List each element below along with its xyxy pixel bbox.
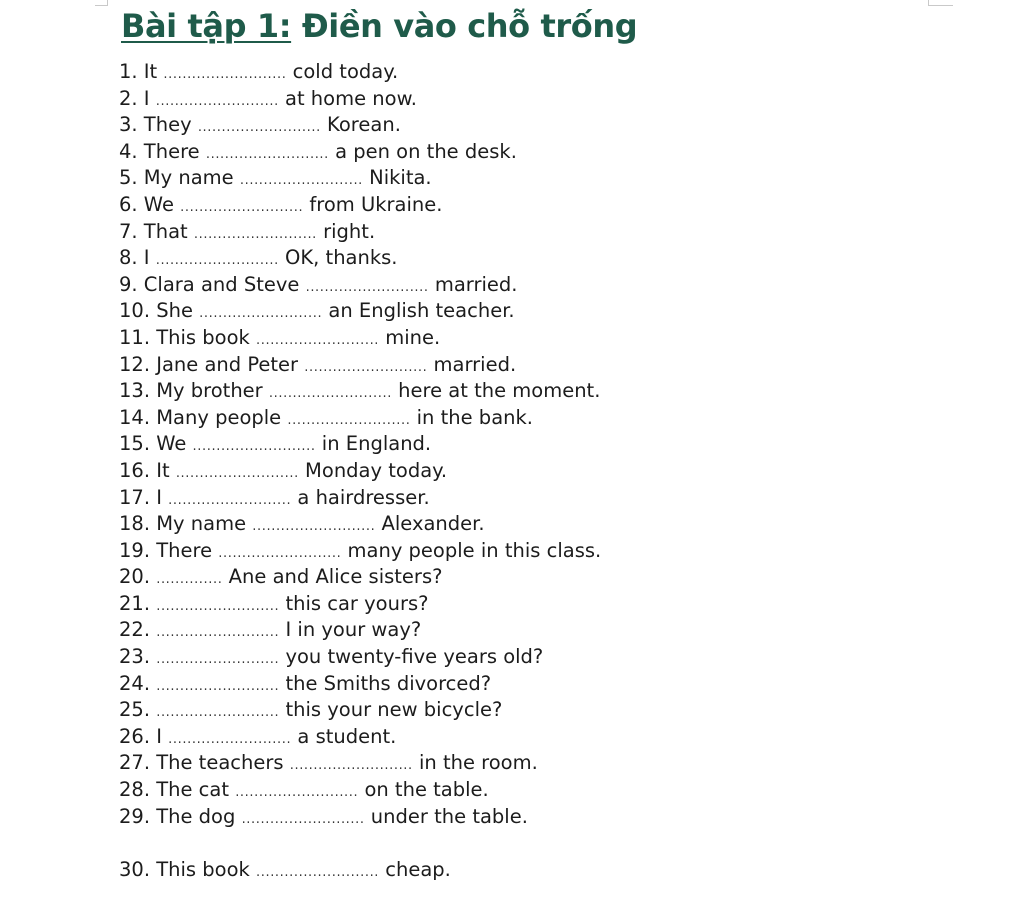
blank-line: .......................... — [239, 173, 363, 189]
item-text-after: in England. — [315, 432, 432, 456]
item-text-before: 27. The teachers — [119, 751, 290, 775]
blank-line: .......................... — [193, 226, 317, 242]
exercise-item — [119, 564, 601, 591]
page-corner-mark-right — [928, 0, 953, 6]
item-text-before: 2. I — [119, 86, 156, 110]
item-text-after: mine. — [379, 325, 441, 349]
exercise-item — [119, 86, 601, 113]
exercise-item — [119, 644, 601, 671]
exercise-item — [119, 405, 601, 432]
item-text-after: a student. — [291, 724, 397, 748]
item-text-after: at home now. — [278, 86, 417, 110]
item-text-before: 9. Clara and Steve — [119, 272, 306, 296]
blank-line: .......................... — [268, 386, 392, 402]
item-text-before: 20. — [119, 565, 157, 589]
blank-line: .......................... — [256, 864, 380, 880]
exercise-item — [119, 617, 601, 644]
blank-line-short: .............. — [156, 572, 223, 588]
blank-line: .......................... — [197, 120, 321, 136]
item-text-before: 16. It — [119, 458, 176, 482]
item-text-before: 30. This book — [119, 857, 256, 881]
exercise-item — [119, 724, 601, 751]
blank-line: .......................... — [241, 811, 365, 827]
item-text-after: Nikita. — [362, 166, 432, 190]
item-text-before: 12. Jane and Peter — [119, 352, 305, 376]
item-text-after: from Ukraine. — [303, 192, 443, 216]
item-text-before: 11. This book — [119, 325, 256, 349]
item-text-before: 22. — [119, 618, 157, 642]
exercise-title-label: Bài tập 1: — [121, 7, 292, 45]
item-text-after: Monday today. — [298, 458, 448, 482]
item-text-after: OK, thanks. — [278, 246, 398, 270]
item-text-before: 5. My name — [119, 166, 240, 190]
item-text-before: 14. Many people — [119, 405, 288, 429]
item-text-after: under the table. — [364, 804, 528, 828]
exercise-item — [119, 431, 601, 458]
exercise-item — [119, 750, 601, 777]
blank-line: .......................... — [168, 731, 292, 747]
blank-line: .......................... — [289, 758, 413, 774]
item-text-before: 28. The cat — [119, 778, 236, 802]
item-text-before: 18. My name — [119, 512, 253, 536]
item-text-after: married. — [428, 272, 518, 296]
item-text-before: 29. The dog — [119, 804, 242, 828]
item-text-after: married. — [427, 352, 517, 376]
exercise-item — [119, 511, 601, 538]
item-text-before: 3. They — [119, 113, 198, 137]
blank-line: .......................... — [287, 412, 411, 428]
item-text-after: cold today. — [286, 60, 399, 83]
exercise-title-text: Điền vào chỗ trống — [291, 7, 638, 45]
item-text-before: 6. We — [119, 192, 181, 216]
exercise-item — [119, 352, 601, 379]
exercise-item — [119, 804, 601, 831]
exercise-item — [119, 857, 601, 884]
exercise-item — [119, 59, 601, 86]
item-text-before: 19. There — [119, 538, 219, 562]
item-text-before: 10. She — [119, 299, 200, 323]
item-text-after: the Smiths divorced? — [279, 671, 492, 695]
item-text-before: 23. — [119, 645, 157, 669]
item-text-before: 4. There — [119, 139, 206, 163]
blank-line: .......................... — [163, 67, 287, 82]
item-text-before: 13. My brother — [119, 379, 269, 403]
item-text-after: in the room. — [412, 751, 538, 775]
item-text-after: a hairdresser. — [291, 485, 430, 509]
blank-line: .......................... — [156, 705, 280, 721]
exercise-item — [119, 219, 601, 246]
blank-line: .......................... — [156, 652, 280, 668]
item-text-after: this your new bicycle? — [279, 698, 503, 722]
item-text-after: a pen on the desk. — [328, 139, 517, 163]
blank-line: .......................... — [235, 785, 359, 801]
exercise-item — [119, 245, 601, 272]
item-text-before: 7. That — [119, 219, 194, 243]
exercise-item — [119, 485, 601, 512]
blank-line: .......................... — [180, 199, 304, 215]
item-text-after: you twenty-five years old? — [279, 645, 544, 669]
exercise-item — [119, 192, 601, 219]
exercise-item — [119, 272, 601, 299]
exercise-item — [119, 671, 601, 698]
blank-line: .......................... — [192, 439, 316, 455]
blank-line: .......................... — [156, 625, 280, 641]
blank-line: .......................... — [155, 93, 279, 109]
blank-line: .......................... — [256, 332, 380, 348]
blank-line: .......................... — [205, 146, 329, 162]
exercise-item — [119, 777, 601, 804]
item-text-before: 1. It — [119, 60, 164, 83]
item-text-after: right. — [316, 219, 376, 243]
item-text-after: I in your way? — [279, 618, 422, 642]
exercise-item — [119, 378, 601, 405]
blank-line: .......................... — [305, 279, 429, 295]
item-text-before: 8. I — [119, 246, 156, 270]
exercise-item — [119, 165, 601, 192]
exercise-list — [119, 59, 601, 883]
item-text-after: on the table. — [358, 778, 489, 802]
exercise-item — [119, 538, 601, 565]
item-text-before: 24. — [119, 671, 157, 695]
exercise-item — [119, 112, 601, 139]
item-text-before: 21. — [119, 591, 157, 615]
blank-line: .......................... — [155, 253, 279, 269]
exercise-item — [119, 697, 601, 724]
exercise-item — [119, 298, 601, 325]
blank-line: .......................... — [252, 519, 376, 535]
item-text-after: many people in this class. — [341, 538, 602, 562]
exercise-item — [119, 458, 601, 485]
blank-line: .......................... — [304, 359, 428, 375]
item-text-before: 25. — [119, 698, 157, 722]
item-text-after: Alexander. — [375, 512, 485, 536]
item-text-after: cheap. — [379, 857, 451, 881]
exercise-item — [119, 139, 601, 166]
item-text-after: Korean. — [320, 113, 401, 137]
blank-line: .......................... — [168, 492, 292, 508]
blank-line: .......................... — [156, 678, 280, 694]
item-text-after: here at the moment. — [391, 379, 601, 403]
item-text-after: an English teacher. — [322, 299, 515, 323]
item-text-after: in the bank. — [410, 405, 533, 429]
blank-line: .......................... — [175, 465, 299, 481]
exercise-title — [121, 4, 637, 48]
blank-line: .......................... — [218, 545, 342, 561]
item-text-before: 26. I — [119, 724, 169, 748]
page-corner-mark-left — [95, 0, 108, 6]
item-text-before: 15. We — [119, 432, 193, 456]
item-text-before: 17. I — [119, 485, 169, 509]
item-text-after: this car yours? — [279, 591, 429, 615]
blank-line: .......................... — [156, 598, 280, 614]
item-text-after: Ane and Alice sisters? — [222, 565, 443, 589]
blank-line: .......................... — [199, 306, 323, 322]
exercise-item — [119, 591, 601, 618]
exercise-item — [119, 325, 601, 352]
